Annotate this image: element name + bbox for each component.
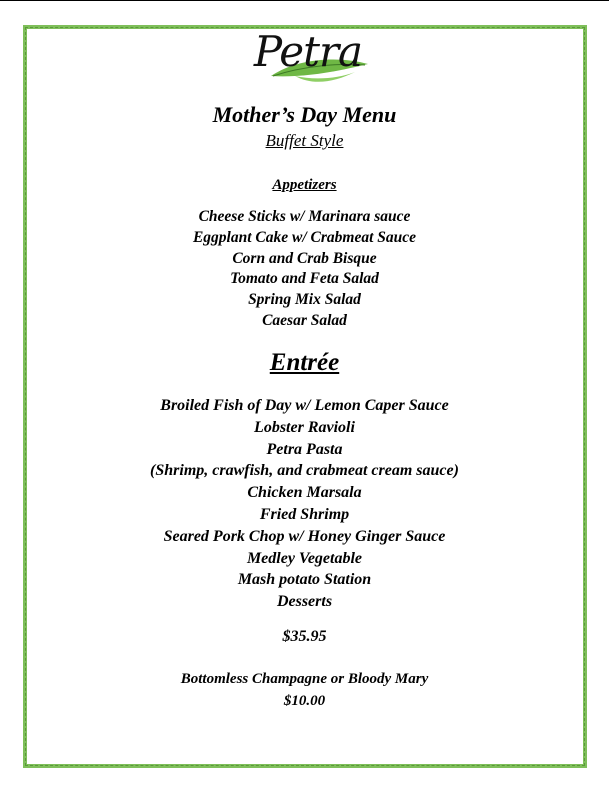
entree-item: Seared Pork Chop w/ Honey Ginger Sauce [163, 527, 446, 545]
drink-offer: Bottomless Champagne or Bloody Mary [180, 671, 429, 687]
entree-item: Fried Shrimp [259, 505, 350, 523]
logo-wordmark: Petra [253, 27, 363, 76]
entree-item: Medley Vegetable [246, 549, 363, 567]
appetizer-list [0, 207, 609, 332]
entree-list [0, 395, 609, 613]
appetizer-item: Eggplant Cake w/ Crabmeat Sauce [192, 228, 417, 246]
appetizer-item: Tomato and Feta Salad [230, 270, 379, 288]
entree-heading: Entrée [269, 349, 340, 376]
appetizer-item: Spring Mix Salad [248, 291, 361, 309]
entree-item: Lobster Ravioli [254, 418, 355, 436]
petra-logo [243, 26, 373, 90]
entree-item: Broiled Fish of Day w/ Lemon Caper Sauce [160, 397, 449, 414]
menu-subtitle: Buffet Style [265, 131, 344, 150]
appetizer-item: Corn and Crab Bisque [232, 249, 377, 267]
entree-item: Chicken Marsala [247, 484, 362, 502]
entree-item: Mash potato Station [237, 571, 372, 589]
buffet-price: $35.95 [282, 628, 327, 645]
entree-item: (Shrimp, crawfish, and crabmeat cream sauce) [150, 462, 459, 480]
entree-item: Desserts [276, 593, 333, 611]
menu-title: Mother’s Day Menu [212, 102, 397, 127]
appetizer-item: Cheese Sticks w/ Marinara sauce [198, 208, 411, 225]
appetizer-item: Caesar Salad [262, 311, 347, 329]
drink-price: $10.00 [283, 693, 326, 709]
appetizers-heading: Appetizers [272, 177, 337, 193]
entree-item: Petra Pasta [266, 440, 343, 458]
top-rule [0, 0, 609, 1]
